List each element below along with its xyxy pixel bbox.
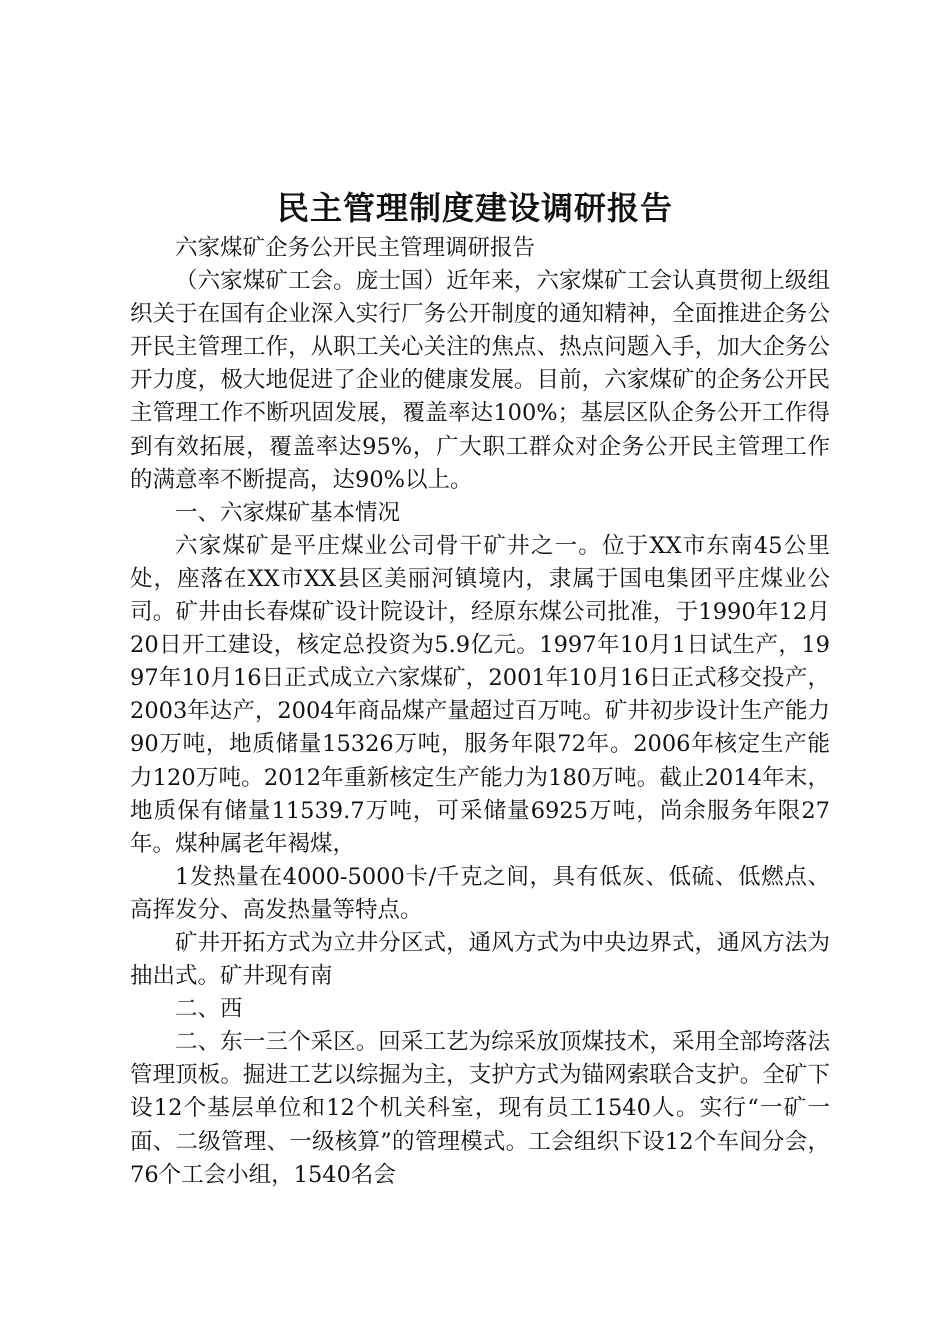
report-subtitle: 六家煤矿企务公开民主管理调研报告 (175, 235, 536, 261)
intro-paragraph: （六家煤矿工会。庞士国）近年来，六家煤矿工会认真贯彻上级组织关于在国有企业深入实行厂务公开制度的通知精神，全面推进企务公开民主管理工作，从职工关心关注的焦点、热点问题入手，加大企务公开力度，极大地促进了企业的健康发展。目前，六家煤矿的企务公开民主管理工作不断巩固发展，覆盖率达100%；基层区队企务公开工作得到有效拓展，覆盖率达95%，广大职工群众对企务公开民主管理工作的满意率不断提高，达90%以上。 (130, 268, 830, 493)
mining-areas-paragraph: 二、东一三个采区。回采工艺为综采放顶煤技术，采用全部垮落法管理顶板。掘进工艺以综掘为主，支护方式为锚网索联合支护。全矿下设12个基层单位和12个机关科室，现有员工1540人。实行“一矿一面、二级管理、一级核算”的管理模式。工会组织下设12个车间分会，76个工会小组，1540名会 (130, 1029, 830, 1188)
section-heading: 一、六家煤矿基本情况 (175, 499, 401, 526)
document-body (130, 232, 830, 1192)
ventilation-paragraph: 矿井开拓方式为立井分区式，通风方式为中央边界式，通风方法为抽出式。矿井现有南 (130, 929, 830, 990)
document-title: 民主管理制度建设调研报告 (276, 189, 673, 227)
fragment-paragraph: 二、西 (175, 996, 243, 1023)
heat-value-paragraph: 1发热量在4000-5000卡/千克之间，具有低灰、低硫、低燃点、高挥发分、高发热量等特点。 (130, 863, 830, 923)
basic-info-paragraph: 六家煤矿是平庄煤业公司骨干矿井之一。位于XX市东南45公里处，座落在XX市XX县区美丽河镇境内，隶属于国电集团平庄煤业公司。矿井由长春煤矿设计院设计，经原东煤公司批准，于1990年12月20日开工建设，核定总投资为5.9亿元。1997年10月1日试生产，1997年10月16日正式成立六家煤矿，2001年10月16日正式移交投产，2003年达产，2004年商品煤产量超过百万吨。矿井初步设计生产能力90万吨，地质储量15326万吨，服务年限72年。2006年核定生产能力120万吨。2012年重新核定生产能力为180万吨。截止2014年末，地质保有储量11539.7万吨，可采储量6925万吨，尚余服务年限27年。煤种属老年褐煤， (130, 532, 830, 857)
